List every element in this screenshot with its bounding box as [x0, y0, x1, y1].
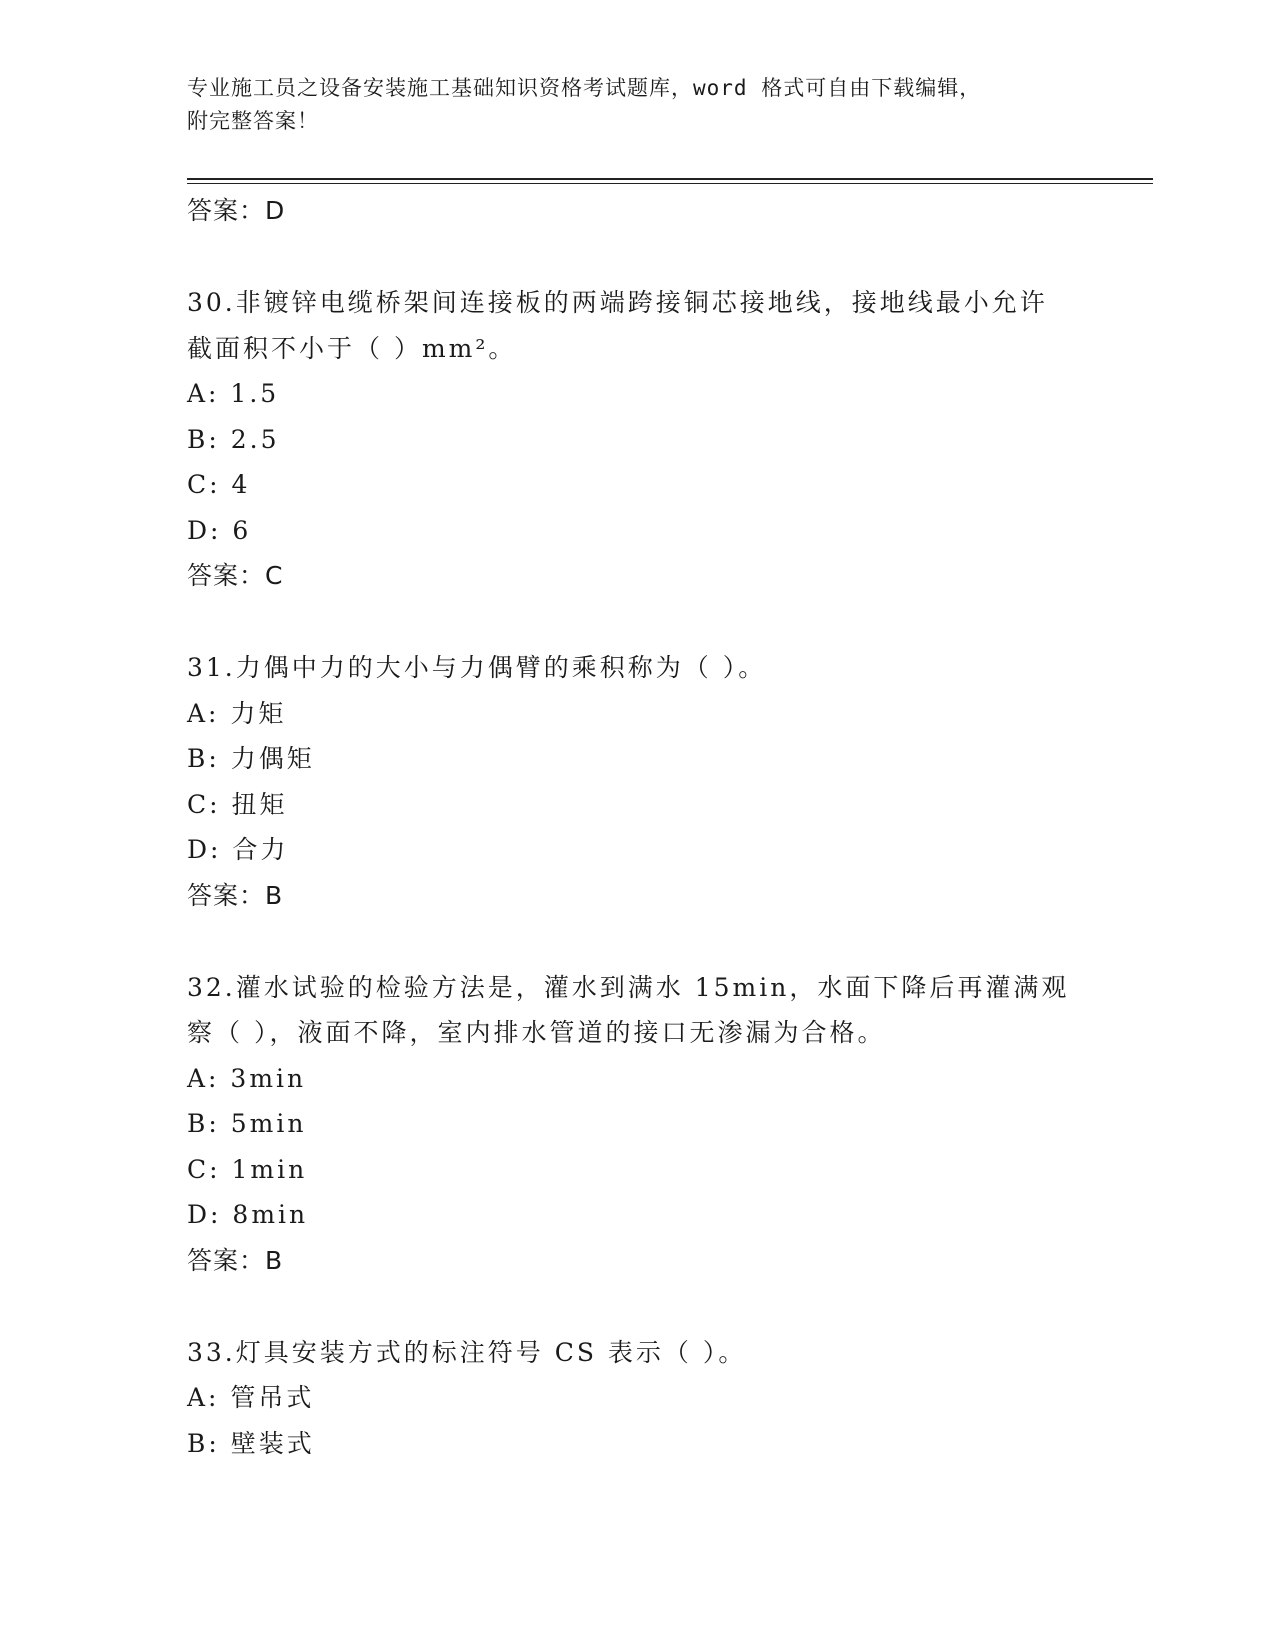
- question-32: [187, 965, 1087, 1284]
- question-31: [187, 645, 1087, 919]
- question-33: [187, 1330, 1087, 1467]
- question-stem: [187, 1330, 1087, 1376]
- option-d: D: 6: [187, 515, 252, 545]
- stem-line: 33.灯具安装方式的标注符号 CS 表示（ ）。: [187, 1337, 747, 1367]
- answer-line: 答案：B: [187, 1245, 284, 1275]
- question-stem: [187, 280, 1087, 371]
- option-c: C: 1min: [187, 1154, 308, 1184]
- answer-line: 答案：C: [187, 561, 284, 590]
- spacer: [187, 234, 1087, 280]
- stem-line: 察（ ），液面不降，室内排水管道的接口无渗漏为合格。: [187, 1018, 886, 1047]
- option-a: A: 3min: [187, 1063, 307, 1093]
- option-b: B: 5min: [187, 1109, 307, 1138]
- option-a: A: 管吊式: [187, 1383, 315, 1412]
- stem-line: 30.非镀锌电缆桥架间连接板的两端跨接铜芯接地线，接地线最小允许: [187, 288, 1048, 317]
- header-divider-thick: [187, 178, 1153, 180]
- question-stem: [187, 965, 1087, 1056]
- option-d: D: 合力: [187, 835, 289, 864]
- option-a: A: 1.5: [187, 379, 280, 408]
- question-30: [187, 280, 1087, 599]
- answer-line: 答案：B: [187, 880, 284, 910]
- option-c: C: 扭矩: [187, 789, 288, 819]
- header-divider-thin: [187, 183, 1153, 184]
- option-b: B: 2.5: [187, 424, 280, 454]
- stem-line: 32.灌水试验的检验方法是，灌水到满水 15min，水面下降后再灌满观: [187, 972, 1070, 1002]
- option-a: A: 力矩: [187, 698, 287, 728]
- stem-line: 截面积不小于（ ）mm²。: [187, 333, 517, 363]
- question-stem: [187, 645, 1087, 691]
- spacer: [187, 599, 1087, 645]
- stem-line: 31.力偶中力的大小与力偶臂的乘积称为（ ）。: [187, 653, 767, 682]
- header-line-2: 附完整答案！: [187, 109, 319, 133]
- answer-line: 答案：D: [187, 196, 286, 225]
- option-b: B: 壁装式: [187, 1428, 315, 1458]
- spacer: [187, 1284, 1087, 1330]
- header-line-1: 专业施工员之设备安装施工基础知识资格考试题库，word 格式可自由下载编辑，: [187, 76, 982, 100]
- option-c: C: 4: [187, 470, 251, 499]
- spacer: [187, 919, 1087, 965]
- option-d: D: 8min: [187, 1200, 309, 1229]
- document-header: [187, 72, 1087, 138]
- option-b: B: 力偶矩: [187, 744, 315, 773]
- question-list: [187, 188, 1087, 1466]
